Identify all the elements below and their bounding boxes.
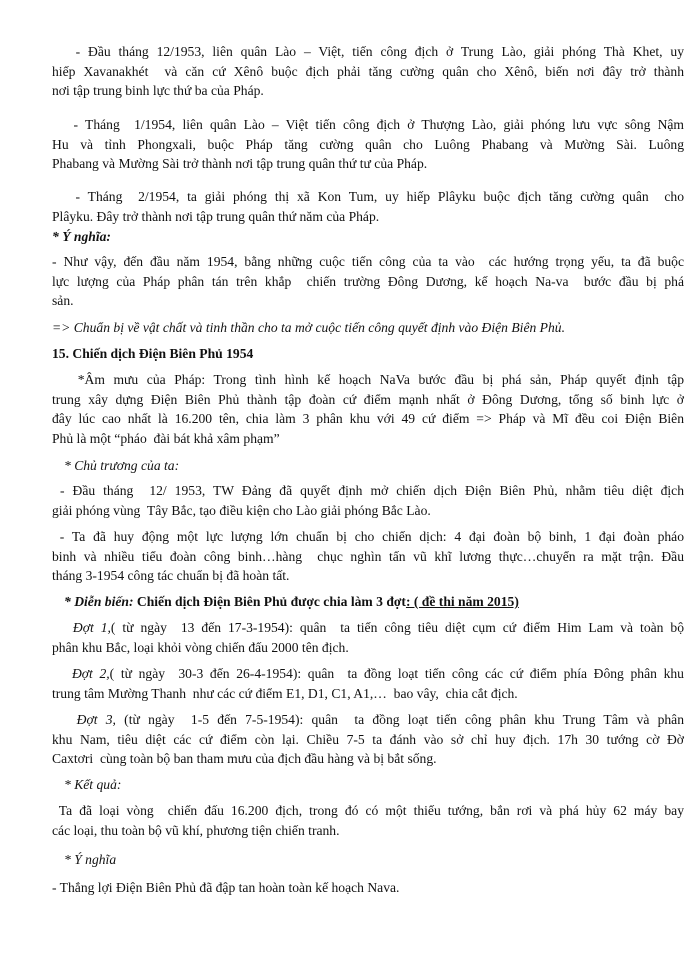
text-line: khu Nam, tiêu diệt các cứ điểm còn lại. Chiều 7-5 ta đánh vào sở chỉ huy địch. 17h 30 tướng cờ Đờ — [52, 731, 684, 747]
text-line: giải phóng vùng Tây Bắc, tạo điều kiện cho Lào giải phóng Bắc Lào. — [52, 502, 431, 518]
text-line: nơi tập trung binh lực thứ ba của Pháp. — [52, 83, 264, 98]
text-line: Phủ là một “pháo đài bát khả xâm phạm” — [52, 430, 280, 446]
paragraph-kon-tum — [52, 187, 684, 226]
dot-2-text: ( từ ngày 30-3 đến 26-4-1954): quân ta đồng loạt tiến công các cứ điểm phía Đông phân khu — [109, 666, 684, 681]
text-line: - Như vậy, đến đầu năm 1954, bằng những cuộc tiến công của ta vào các hướng trọng yếu, ta đã buộc — [52, 254, 684, 269]
exam-note: : ( đề thi năm 2015) — [405, 594, 519, 609]
heading-chu-truong: * Chủ trương của ta: — [64, 458, 180, 473]
text-line: lực lượng của Pháp phân tán trên khắp chiến trường Đông Dương, kế hoạch Na-va bước đầu bị phá — [52, 273, 684, 289]
section-heading-15: 15. Chiến dịch Điện Biên Phủ 1954 — [52, 346, 254, 361]
dien-bien-label: * Diễn biến: — [64, 594, 134, 609]
dot-2-label: Đợt 2, — [71, 666, 110, 681]
dot-1-text: ( từ ngày 13 đến 17-3-1954): quân ta tiến công tiêu diệt cụm cứ điểm Him Lam và toàn bộ — [110, 620, 685, 635]
dot-3-text: (từ ngày 1-5 đến 7-5-1954): quân ta đồng loạt tiến công phân khu Trung Tâm và phân — [115, 712, 684, 727]
paragraph-dot-1 — [52, 618, 684, 657]
dot-1-label: Đợt 1, — [72, 620, 111, 635]
text-line: Caxtơri cùng toàn bộ ban tham mưu của địch đầu hàng và bị bắt sống. — [52, 751, 437, 766]
dot-3-label: Đợt 3, — [76, 712, 116, 727]
heading-y-nghia-1: * Ý nghĩa: — [52, 229, 111, 244]
text-line: Hu và tỉnh Phongxali, buộc Pháp tăng cường quân cho Luông Phabang và Mường Sài. Luông — [52, 136, 684, 152]
paragraph-ket-qua — [52, 801, 684, 840]
text-line: Ta đã loại vòng chiến đấu 16.200 địch, trong đó có một thiếu tướng, bắn rơi và phá hủy 62 máy bay — [52, 803, 684, 818]
paragraph-y-nghia-2: - Thắng lợi Điện Biên Phủ đã đập tan hoàn toàn kế hoạch Nava. — [52, 880, 400, 895]
text-line: *Âm mưu của Pháp: Trong tình hình kế hoạch NaVa bước đầu bị phá sản, Pháp quyết định tập — [52, 372, 684, 387]
text-line: đây lúc cao nhất là 16.200 tên, chia làm 3 phân khu với 49 cứ điểm => Pháp và Mĩ đều coi Điện Biên — [52, 411, 684, 426]
dien-bien-text: Chiến dịch Điện Biên Phủ được chia làm 3 đợt — [133, 594, 406, 609]
paragraph-thuong-lao — [52, 115, 684, 174]
text-line: - Ta đã huy động một lực lượng lớn chuẩn bị cho chiến dịch: 4 đại đoàn bộ binh, 1 đại đoàn pháo — [52, 529, 684, 544]
text-line: hiếp Xavanakhét và căn cứ Xênô buộc địch phải tăng cường quân cho Xênô, biến nơi đây trở thành — [52, 63, 684, 79]
text-line: trung tâm Mường Thanh như các cứ điểm E1, D1, C1, A1,… bao vây, chia cắt địch. — [52, 685, 518, 701]
heading-y-nghia-2: * Ý nghĩa — [64, 852, 117, 867]
heading-dien-bien — [64, 592, 684, 612]
text-line: binh và nhiều tiểu đoàn công binh…hàng chục nghìn tấn vũ khĩ lương thực…chuyển ra mặt trận. Đầu — [52, 548, 684, 564]
paragraph-dot-3 — [52, 710, 684, 769]
text-line: - Tháng 1/1954, liên quân Lào – Việt tiến công địch ở Thượng Lào, giải phóng lưu vực sông Nậm — [52, 117, 684, 132]
text-line: trung xây dựng Điện Biên Phủ thành tập đoàn cứ điểm mạnh nhất ở Đông Dương, tổng số binh lực ở — [52, 391, 684, 407]
text-line: sản. — [52, 293, 74, 308]
text-line — [52, 618, 684, 638]
text-line: - Đầu tháng 12/1953, liên quân Lào – Việt, tiến công địch ở Trung Lào, giải phóng Thà Khet, uy — [52, 44, 684, 59]
text-line: - Tháng 2/1954, ta giải phóng thị xã Kon Tum, uy hiếp Plâyku buộc địch tăng cường quân cho — [52, 189, 684, 204]
text-line — [52, 710, 684, 730]
paragraph-y-nghia-1 — [52, 252, 684, 311]
text-line: - Đầu tháng 12/ 1953, TW Đảng đã quyết định mở chiến dịch Điện Biên Phủ, nhằm tiêu diệt địch — [52, 483, 684, 498]
text-line: các loại, thu toàn bộ vũ khí, phương tiện chiến tranh. — [52, 822, 340, 838]
text-line: Plâyku. Đây trở thành nơi tập trung quân thứ năm của Pháp. — [52, 208, 380, 224]
paragraph-dot-2 — [52, 664, 684, 703]
text-line: phân khu Bắc, loại khỏi vòng chiến đấu 2000 tên địch. — [52, 639, 349, 655]
paragraph-trung-lao — [52, 42, 684, 101]
text-line: tháng 3-1954 công tác chuẩn bị đã hoàn tất. — [52, 568, 290, 583]
paragraph-chu-truong-2 — [52, 527, 684, 586]
conclusion-line: => Chuẩn bị về vật chất và tinh thần cho ta mở cuộc tiến công quyết định vào Điện Biên Phủ. — [52, 320, 565, 335]
paragraph-chu-truong-1 — [52, 481, 684, 520]
text-line: Phabang và Mường Sài trở thành nơi tập trung quân thứ tư của Pháp. — [52, 156, 428, 171]
paragraph-am-muu-phap — [52, 370, 684, 448]
text-line — [52, 664, 684, 684]
heading-ket-qua: * Kết quả: — [64, 777, 122, 792]
